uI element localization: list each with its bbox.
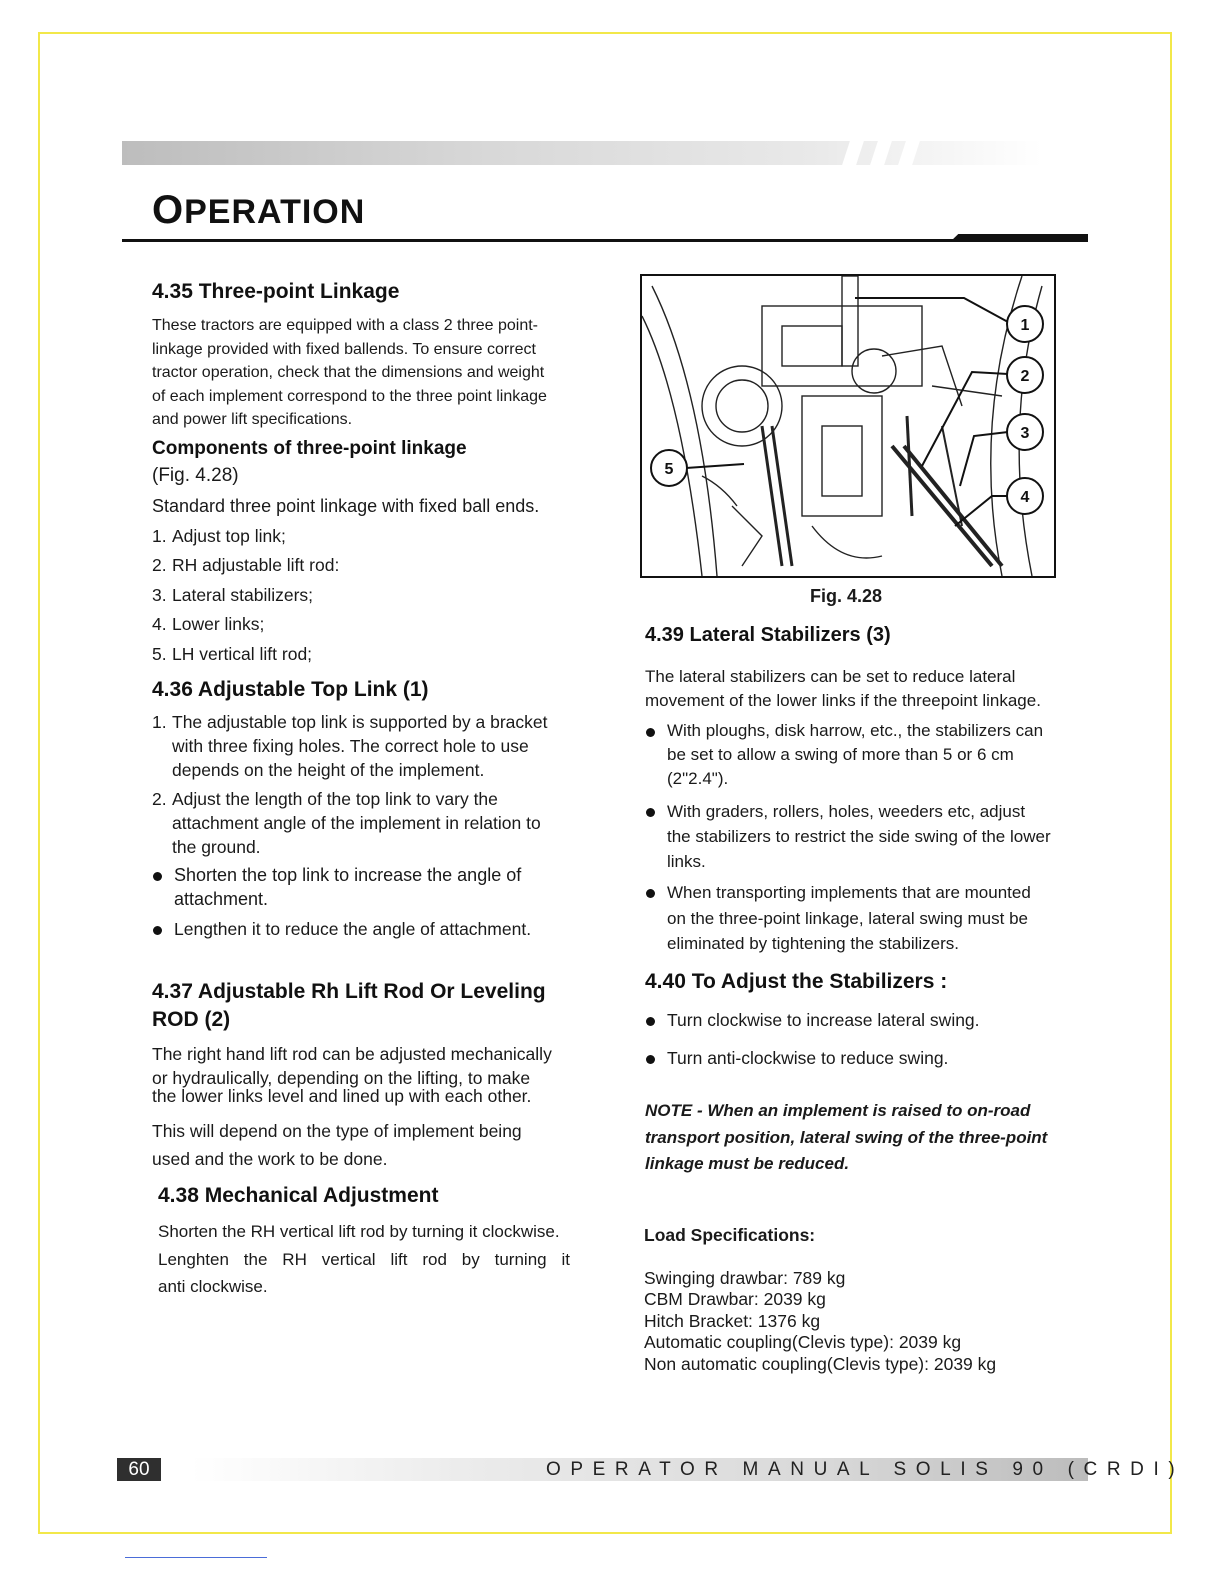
bullet-item: With graders, rollers, holes, weeders etc, adjust the stabilizers to restrict the side swing of the lower links. xyxy=(645,799,1065,874)
header-rule-tab xyxy=(950,234,1088,242)
section-4-38 xyxy=(158,1184,570,1299)
load-line: CBM Drawbar: 2039 kg xyxy=(644,1289,826,1309)
callout-4: 4 xyxy=(1020,489,1030,506)
bullet-item: Lengthen it to reduce the angle of attachment. xyxy=(152,917,572,941)
list-item: 1. Adjust top link; xyxy=(152,525,286,546)
callout-1: 1 xyxy=(1020,317,1030,334)
callout-2: 2 xyxy=(1020,368,1030,385)
body-line: linkage provided with fixed ballends. To ensure correct xyxy=(152,340,536,358)
list-item: 5. LH vertical lift rod; xyxy=(152,643,313,664)
load-line: Hitch Bracket: 1376 kg xyxy=(644,1310,821,1331)
bottom-underline xyxy=(125,1557,267,1558)
body-line: Lenghten the RH vertical lift rod by turning it xyxy=(158,1249,570,1269)
section-title-line: ROD (2) xyxy=(152,1008,231,1031)
load-title: Load Specifications: xyxy=(644,1225,816,1245)
note-block xyxy=(645,1098,1065,1178)
load-line: Swinging drawbar: 789 kg xyxy=(644,1267,846,1288)
body-line: tractor operation, check that the dimensions and weight xyxy=(152,364,545,381)
bullet-item: Shorten the top link to increase the angle of attachment. xyxy=(152,863,572,911)
body-line: and power lift specifications. xyxy=(152,411,353,428)
figure-caption: Fig. 4.28 xyxy=(810,586,883,606)
bullet-item: When transporting implements that are mounted on the three-point linkage, lateral swing must be eliminated by tightening the stabilizers. xyxy=(645,880,1065,957)
body-line: The lateral stabilizers can be set to reduce lateral xyxy=(645,667,1016,686)
section-title: 4.36 Adjustable Top Link (1) xyxy=(152,678,429,701)
note-line: transport position, lateral swing of the three-point xyxy=(645,1127,1048,1147)
body-line: This will depend on the type of implement being xyxy=(152,1121,522,1141)
load-line: Automatic coupling(Clevis type): 2039 kg xyxy=(644,1332,962,1352)
page-number: 60 xyxy=(117,1458,161,1481)
section-4-40 xyxy=(645,970,1065,1070)
body-line: Shorten the RH vertical lift rod by turning it clockwise. xyxy=(158,1222,560,1241)
section-title: 4.35 Three-point Linkage xyxy=(152,280,400,303)
section-title: 4.39 Lateral Stabilizers (3) xyxy=(645,624,891,646)
section-4-39 xyxy=(645,624,1065,957)
note-line: linkage must be reduced. xyxy=(645,1154,850,1173)
manual-title: OPERATOR MANUAL SOLIS 90 (CRDI) xyxy=(546,1459,1185,1480)
bullet-item: With ploughs, disk harrow, etc., the stabilizers can be set to allow a swing of more than 5 or 6 cm (2"2.4"). xyxy=(645,719,1065,791)
list-item: 4. Lower links; xyxy=(152,614,265,634)
load-specifications xyxy=(644,1224,1064,1375)
fig-reference: (Fig. 4.28) xyxy=(152,464,239,486)
body-line: anti clockwise. xyxy=(158,1277,268,1296)
callout-3: 3 xyxy=(1020,425,1030,442)
subsection-title: Components of three-point linkage xyxy=(152,437,467,459)
body-line: These tractors are equipped with a class 2 three point- xyxy=(152,317,538,334)
intro-text: Standard three point linkage with fixed ball ends. xyxy=(152,495,540,516)
body-line: of each implement correspond to the three point linkage xyxy=(152,387,547,405)
section-4-36 xyxy=(152,678,572,941)
list-item: 2. RH adjustable lift rod: xyxy=(152,555,340,575)
body-line: The right hand lift rod can be adjusted mechanically xyxy=(152,1044,552,1064)
callout-5: 5 xyxy=(664,461,674,478)
bullet-item: Turn anti-clockwise to reduce swing. xyxy=(645,1046,1065,1070)
load-line: Non automatic coupling(Clevis type): 2039 kg xyxy=(644,1353,997,1374)
list-item: 1. The adjustable top link is supported by a bracket with three fixing holes. The correct hole to use depends on the height of the implement. xyxy=(152,712,548,780)
body-line: used and the work to be done. xyxy=(152,1149,388,1169)
section-title-line: 4.37 Adjustable Rh Lift Rod Or Leveling xyxy=(152,980,546,1003)
header-rule xyxy=(122,239,1088,242)
figure-three-point-linkage xyxy=(640,274,1056,578)
body-line: the lower links level and lined up with each other. xyxy=(152,1086,532,1106)
section-title: 4.38 Mechanical Adjustment xyxy=(158,1184,439,1207)
list-item: 3. Lateral stabilizers; xyxy=(152,584,314,605)
section-4-35 xyxy=(152,280,572,671)
page-title: OPERATION xyxy=(152,188,366,232)
section-4-37 xyxy=(152,978,572,1171)
linkage-illustration xyxy=(642,276,1054,576)
components-list xyxy=(152,524,572,672)
note-line: NOTE - When an implement is raised to on-road xyxy=(645,1101,1031,1120)
header-decor-bar xyxy=(122,141,1042,165)
section-title: 4.40 To Adjust the Stabilizers : xyxy=(645,970,948,993)
bullet-item: Turn clockwise to increase lateral swing. xyxy=(645,1008,1065,1032)
list-item: 2. Adjust the length of the top link to vary the attachment angle of the implement in relation to the ground. xyxy=(152,789,541,857)
body-line: or hydraulically, depending on the lifting, to make xyxy=(152,1068,531,1088)
body-line: movement of the lower links if the threepoint linkage. xyxy=(645,691,1041,710)
